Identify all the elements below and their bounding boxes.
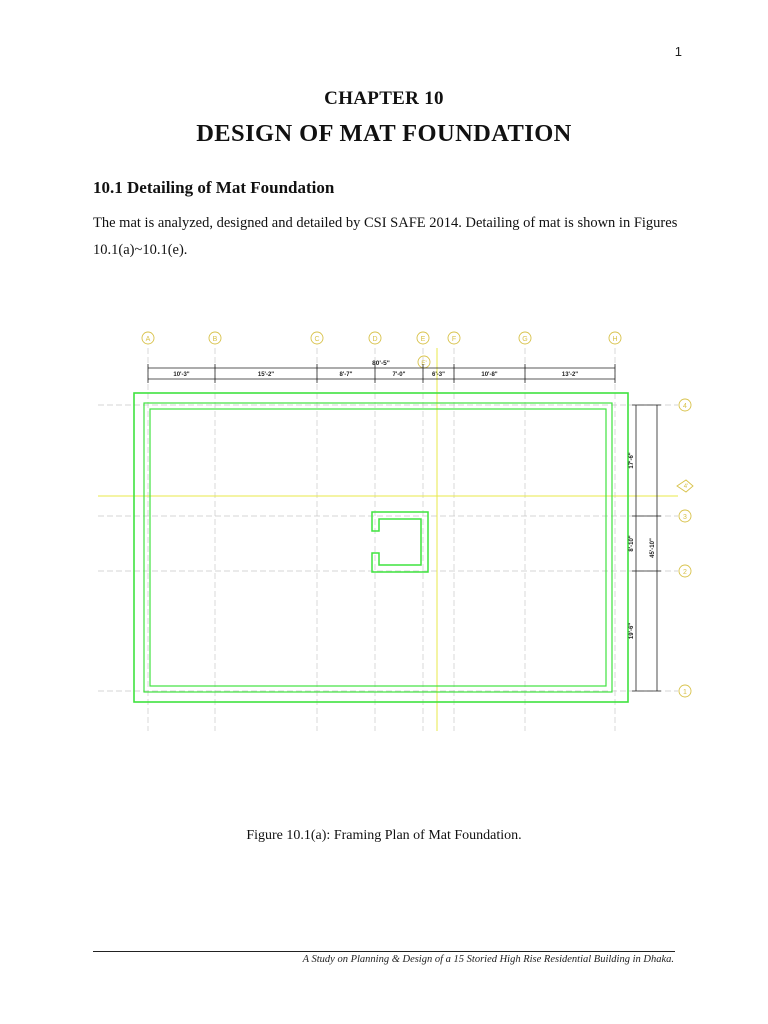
grid-label-2: 2 [683,569,687,576]
dimension-x-text-5: 10'-8" [481,372,498,378]
core-wall [372,512,428,572]
grid-label-e-prime: E' [421,360,427,367]
chapter-label: CHAPTER 10 [324,88,444,109]
chapter-title: DESIGN OF MAT FOUNDATION [196,120,572,147]
mat-outer-edge [134,393,628,702]
dimension-x-text-3: 7'-0" [392,372,406,378]
section-heading: 10.1 Detailing of Mat Foundation [93,178,335,197]
grid-label-4: 4 [683,403,687,410]
dimension-x-text-1: 15'-2" [257,372,275,378]
dimension-y-text-0: 17'-6" [629,452,635,469]
overall-dimension-y-text: 45'-10" [650,538,656,558]
grid-label-E: E [420,336,426,343]
mat-edge-inner-1 [144,403,612,692]
grid-label-B: B [212,336,218,343]
grid-label-F: F [451,336,457,343]
grid-label-A: A [145,336,151,343]
dimension-y-text-1: 8'-10" [629,535,635,552]
grid-label-4-prime: 4' [683,484,689,490]
dimension-y-text-2: 19'-6" [629,622,635,640]
grid-label-3: 3 [683,514,687,521]
footer-rule [93,951,675,952]
body-paragraph: The mat is analyzed, designed and detailed by CSI SAFE 2014. Detailing of mat is shown in Figures 10.1(a)~10.1(e). [93,215,678,258]
framing-plan-drawing [88,326,708,746]
mat-edge-inner-2 [150,409,606,686]
dimension-x-text-4: 6'-3" [432,372,445,378]
dimension-x-text-0: 10'-3" [173,372,190,378]
grid-label-H: H [612,336,618,343]
mat-foundation-framing-plan [88,326,708,746]
grid-label-C: C [314,336,320,343]
figure-caption: Figure 10.1(a): Framing Plan of Mat Foundation. [246,828,522,843]
grid-label-1: 1 [683,689,687,696]
dimension-x-text-2: 8'-7" [339,372,353,378]
overall-dimension-x-text: 80'-5" [372,360,390,367]
grid-label-D: D [372,336,378,343]
footer-text: A Study on Planning & Design of a 15 Storied High Rise Residential Building in Dhaka. [302,954,674,965]
grid-label-G: G [522,336,528,343]
dimension-x-text-6: 13'-2" [561,372,579,378]
page-number: 1 [674,44,682,59]
